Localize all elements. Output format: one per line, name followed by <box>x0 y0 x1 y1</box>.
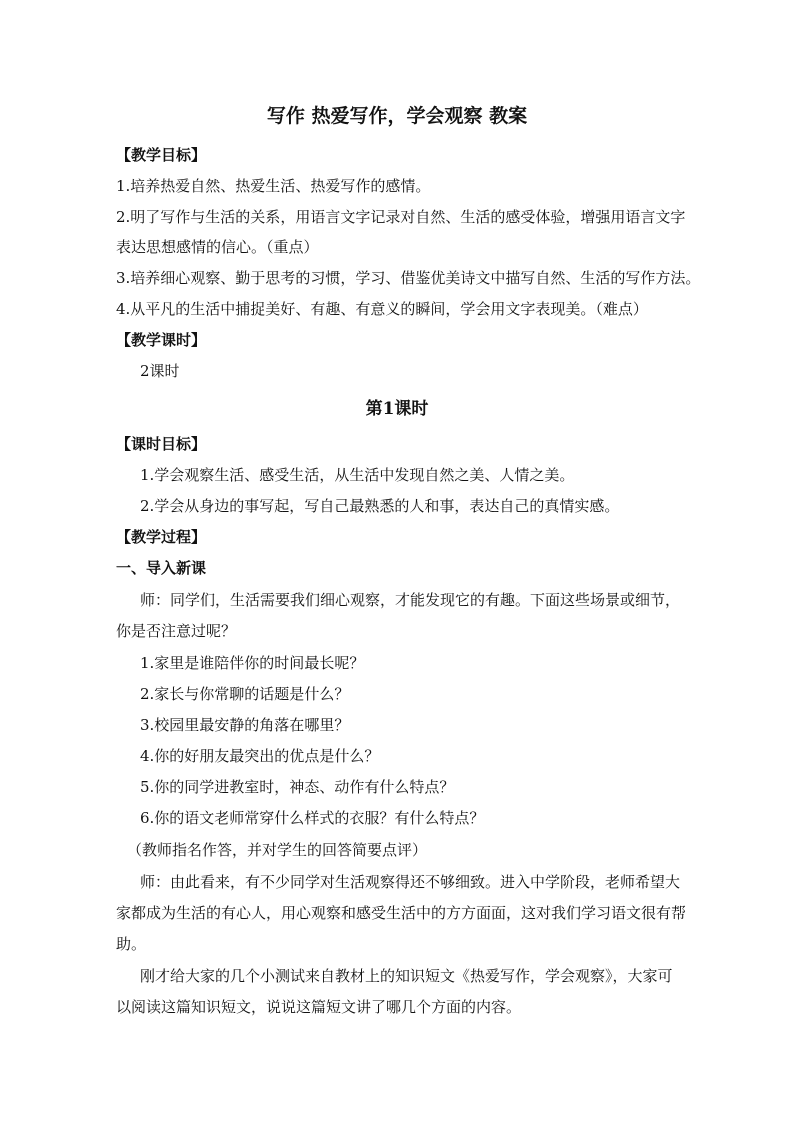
goal-item: 4.从平凡的生活中捕捉美好、有趣、有意义的瞬间，学会用文字表现美。（难点） <box>116 300 648 318</box>
closing-paragraph-line: 以阅读这篇知识短文，说说这篇短文讲了哪几个方面的内容。 <box>116 998 522 1016</box>
closing-paragraph-line: 刚才给大家的几个小测试来自教材上的知识短文《热爱写作，学会观察》，大家可 <box>140 967 673 985</box>
intro-paragraph-line: 师：同学们，生活需要我们细心观察，才能发现它的有趣。下面这些场景或细节， <box>140 591 681 609</box>
hours-value: 2课时 <box>140 362 180 380</box>
lesson-goals-heading: 【课时目标】 <box>116 435 207 453</box>
teacher-note: （教师指名作答，并对学生的回答简要点评） <box>127 841 428 859</box>
question-item: 3.校园里最安静的角落在哪里？ <box>140 716 350 734</box>
teacher-paragraph-line: 助。 <box>116 935 147 953</box>
document-title: 写作 热爱写作，学会观察 教案 <box>266 105 528 127</box>
goal-item: 表达思想感情的信心。（重点） <box>116 238 319 256</box>
question-item: 6.你的语文老师常穿什么样式的衣服？有什么特点？ <box>140 809 485 827</box>
question-item: 5.你的同学进教室时，神态、动作有什么特点？ <box>140 778 455 796</box>
teacher-paragraph-line: 家都成为生活的有心人，用心观察和感受生活中的方方面面，这对我们学习语文很有帮 <box>116 904 687 922</box>
process-heading: 【教学过程】 <box>116 528 207 546</box>
goal-item: 3.培养细心观察、勤于思考的习惯，学习、借鉴优美诗文中描写自然、生活的写作方法。 <box>116 269 701 287</box>
goals-heading: 【教学目标】 <box>116 146 207 164</box>
teacher-paragraph-line: 师：由此看来，有不少同学对生活观察得还不够细致。进入中学阶段，老师希望大 <box>140 873 681 891</box>
goal-item: 1.培养热爱自然、热爱生活、热爱写作的感情。 <box>116 177 431 195</box>
question-item: 2.家长与你常聊的话题是什么？ <box>140 685 350 703</box>
question-item: 4.你的好朋友最突出的优点是什么？ <box>140 747 380 765</box>
lesson-title: 第1课时 <box>365 399 429 419</box>
lesson-goal-item: 2.学会从身边的事写起，写自己最熟悉的人和事，表达自己的真情实感。 <box>140 497 620 515</box>
section-heading: 一、导入新课 <box>116 559 207 577</box>
lesson-goal-item: 1.学会观察生活、感受生活，从生活中发现自然之美、人情之美。 <box>140 466 575 484</box>
intro-paragraph-line: 你是否注意过呢？ <box>116 622 237 640</box>
goal-item: 2.明了写作与生活的关系，用语言文字记录对自然、生活的感受体验，增强用语言文字 <box>116 208 686 226</box>
hours-heading: 【教学课时】 <box>116 331 207 349</box>
question-item: 1.家里是谁陪伴你的时间最长呢？ <box>140 654 365 672</box>
